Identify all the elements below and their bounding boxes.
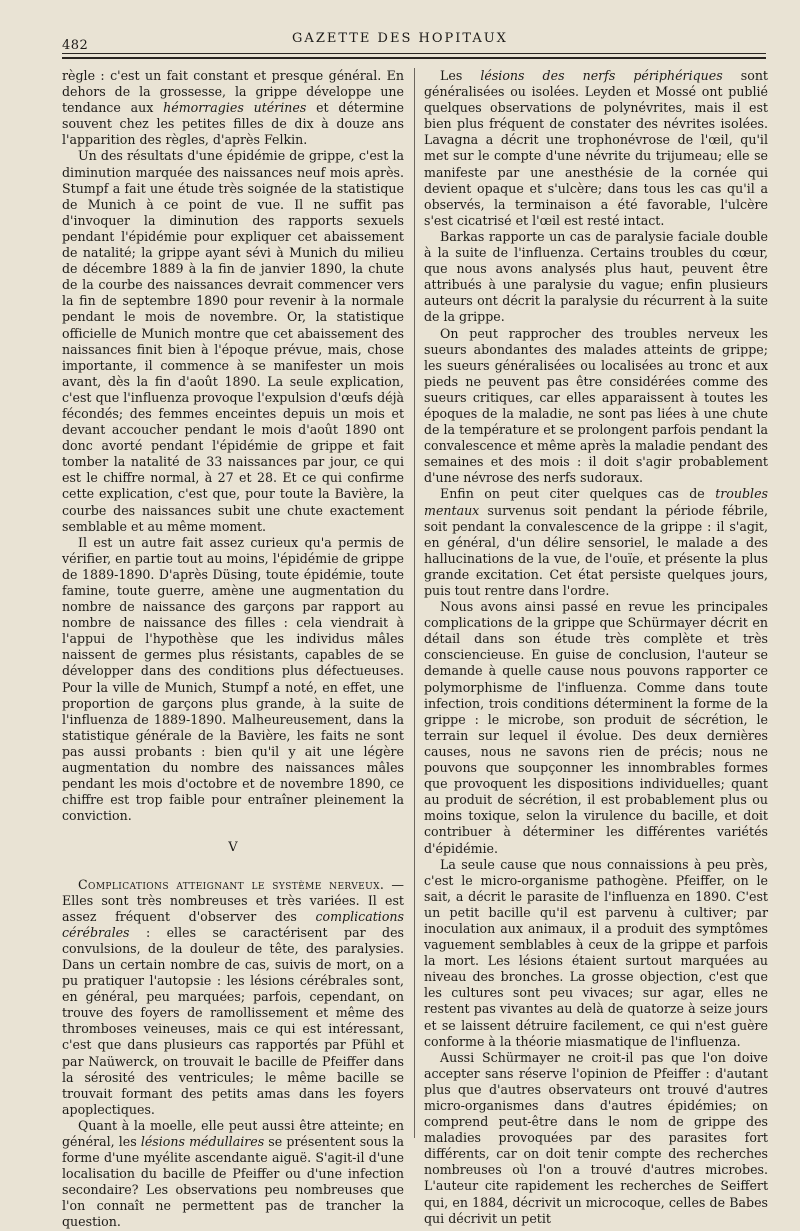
right-column [424, 68, 768, 1226]
paragraph: Un des résultats d'une épidémie de grippe, c'est la diminution marquée des naissances neuf mois après. Stumpf a fait une étude très soignée de la statistique de Munich à ce point de vue. Il ne suffit pas d'invoquer la diminution des rapports sexuels pendant l'épidémie pour expliquer cet abaissement de natalité; la grippe ayant sévi à Munich du milieu de décembre 1889 à la fin de janvier 1890, la chute de la courbe des naissances devrait commencer vers la fin de septembre 1890 pour revenir à la normale pendant le mois de novembre. Or, la statistique officielle de Munich montre que cet abaissement des naissances finit bien à l'époque prévue, mais, chose importante, il commence à se manifester un mois avant, dès la fin d'août 1890. La seule explication, c'est que l'influenza provoque l'expulsion d'œufs déjà fécondés; des femmes enceintes depuis un mois et devant accoucher pendant le mois d'août 1890 ont donc avorté pendant l'épidémie de grippe et fait tomber la natalité de 33 naissances par jour, ce qui est le chiffre normal, à 27 et 28. Et ce qui confirme cette explication, c'est que, pour toute la Bavière, la courbe des naissances subit une chute exactement semblable et au même moment. [62, 148, 404, 534]
paragraph: règle : c'est un fait constant et presque général. En dehors de la grossesse, la grippe développe une tendance aux hémorragies utérines et détermine souvent chez les petites filles de dix à douze ans l'apparition des règles, d'après Felkin. [62, 68, 404, 148]
paragraph: Les lésions des nerfs périphériques sont généralisées ou isolées. Leyden et Mossé ont publié quelques observations de polynévrites, mais il est bien plus fréquent de constater des névrites isolées. Lavagna a décrit une trophonévrose de l'œil, qu'il met sur le compte d'une névrite du trijumeau; elle se manifeste par une anesthésie de la cornée qui devient opaque et s'ulcère; dans tous les cas qu'il a observés, la terminaison a été favorable, l'ulcère s'est cicatrisé et l'œil est resté intact. [424, 68, 768, 228]
paragraph: On peut rapprocher des troubles nerveux les sueurs abondantes des malades atteints de grippe; les sueurs généralisées ou localisées au tronc et aux pieds ne peuvent pas être considérées comme des sueurs critiques, car elles apparaissent à toutes les époques de la maladie, ne sont pas liées à une chute de la température et se prolongent parfois pendant la convalescence et même après la maladie pendant des semaines et des mois : il doit s'agir probablement d'une névrose des nerfs sudoraux. [424, 325, 768, 486]
paragraph: Complications atteignant le système nerveux. — Elles sont très nombreuses et très variées. Il est assez fréquent d'observer des complications cérébrales : elles se caractérisent par des convulsions, de la douleur de tête, des paralysies. Dans un certain nombre de cas, suivis de mort, on a pu pratiquer l'autopsie : les lésions cérébrales sont, en général, peu marquées; parfois, cependant, on trouve des foyers de ramollissement et même des thromboses veineuses, mais ce qui est intéressant, c'est que dans plusieurs cas rapportés par Pfühl et par Naüwerck, on trouvait le bacille de Pfeiffer dans la sérosité des ventricules; le même bacille se trouvait formant des petits amas dans les foyers apoplectiques. [62, 876, 404, 1117]
section-number: V [228, 840, 238, 856]
paragraph: Aussi Schürmayer ne croit-il pas que l'on doive accepter sans réserve l'opinion de Pfeiffer : d'autant plus que d'autres observateurs ont trouvé d'autres micro-organismes dans d'autres épidémies; on comprend peut-être dans le nom de grippe des maladies provoquées par des parasites fort différents, car on doit tenir compte des recherches nombreuses où l'on a trouvé d'autres microbes. L'auteur cite rapidement les recherches de Seiffert qui, en 1884, décrivit un microcoque, celles de Babes qui décrivit un petit [424, 1049, 768, 1226]
paragraph: Il est un autre fait assez curieux qu'a permis de vérifier, en partie tout au moins, l'épidémie de grippe de 1889-1890. D'après Düsing, toute épidémie, toute famine, toute guerre, amène une augmentation du nombre de naissance des garçons par rapport au nombre de naissance des filles : cela viendrait à l'appui de l'hypothèse que les individus mâles naissent de germes plus résistants, capables de se développer dans des conditions plus défectueuses. Pour la ville de Munich, Stumpf a noté, en effet, une proportion de garçons plus grande, à la suite de l'influenza de 1889-1890. Malheureusement, dans la statistique générale de la Bavière, les faits ne sont pas aussi probants : bien qu'il y ait une légère augmentation du nombre des naissances mâles pendant les mois d'octobre et de novembre 1890, ce chiffre est trop faible pour entraîner pleinement la conviction. [62, 534, 404, 824]
paragraph: La seule cause que nous connaissions à peu près, c'est le micro-organisme pathogène. Pfeiffer, on le sait, a décrit le parasite de l'influenza en 1890. C'est un petit bacille qu'il est parvenu à cultiver; par inoculation aux animaux, il a produit des symptômes vaguement semblables à ceux de la grippe et parfois la mort. Les lésions étaient surtout marquées au niveau des bronches. La grosse objection, c'est que les cultures sont peu vivaces; sur agar, elles ne restent pas vivantes au delà de quatorze à seize jours et se laissent détruire facilement, ce qui n'est guère conforme à la théorie miasmatique de l'influenza. [424, 856, 768, 1049]
left-column [62, 68, 404, 1230]
header-rule-thick [62, 57, 766, 59]
paragraph: Nous avons ainsi passé en revue les principales complications de la grippe que Schürmayer décrit en détail dans son étude très complète et très consciencieuse. En guise de conclusion, l'auteur se demande à quelle cause nous pouvons rapporter ce polymorphisme de l'influenza. Comme dans toute infection, trois conditions déterminent la forme de la grippe : le microbe, son produit de sécrétion, le terrain sur lequel il évolue. Des deux dernières causes, nous ne savons rien de précis; nous ne pouvons que soupçonner les innombrables formes que provoquent les dispositions individuelles; quant au produit de sécrétion, il est probablement plus ou moins toxique, selon la virulence du bacille, et doit contribuer à déterminer les différentes variétés d'épidémie. [424, 599, 768, 856]
paragraph: Enfin on peut citer quelques cas de troubles mentaux survenus soit pendant la période fébrile, soit pendant la convalescence de la grippe : il s'agit, en général, d'un délire sensoriel, le malade a des hallucinations de la vue, de l'ouïe, et présente la plus grande excitation. Cet état persiste quelques jours, puis tout rentre dans l'ordre. [424, 486, 768, 598]
column-divider [414, 68, 415, 1138]
header-rule-thin [62, 53, 766, 54]
journal-title: GAZETTE DES HOPITAUX [292, 31, 508, 46]
paragraph: Barkas rapporte un cas de paralysie faciale double à la suite de l'influenza. Certains troubles du cœur, que nous avons analysés plus haut, peuvent être attribués à une paralysie du vague; enfin plusieurs auteurs ont décrit la paralysie du récurrent à la suite de la grippe. [424, 228, 768, 325]
section-heading: Complications atteignant le système nerveux. [78, 876, 385, 892]
paragraph: Quant à la moelle, elle peut aussi être atteinte; en général, les lésions médullaires se présentent sous la forme d'une myélite ascendante aiguë. S'agit-il d'une localisation du bacille de Pfeiffer ou d'une infection secondaire? Les observations peu nombreuses que l'on connaît ne permettent pas de trancher la question. [62, 1117, 404, 1230]
page-number: 482 [62, 38, 89, 53]
